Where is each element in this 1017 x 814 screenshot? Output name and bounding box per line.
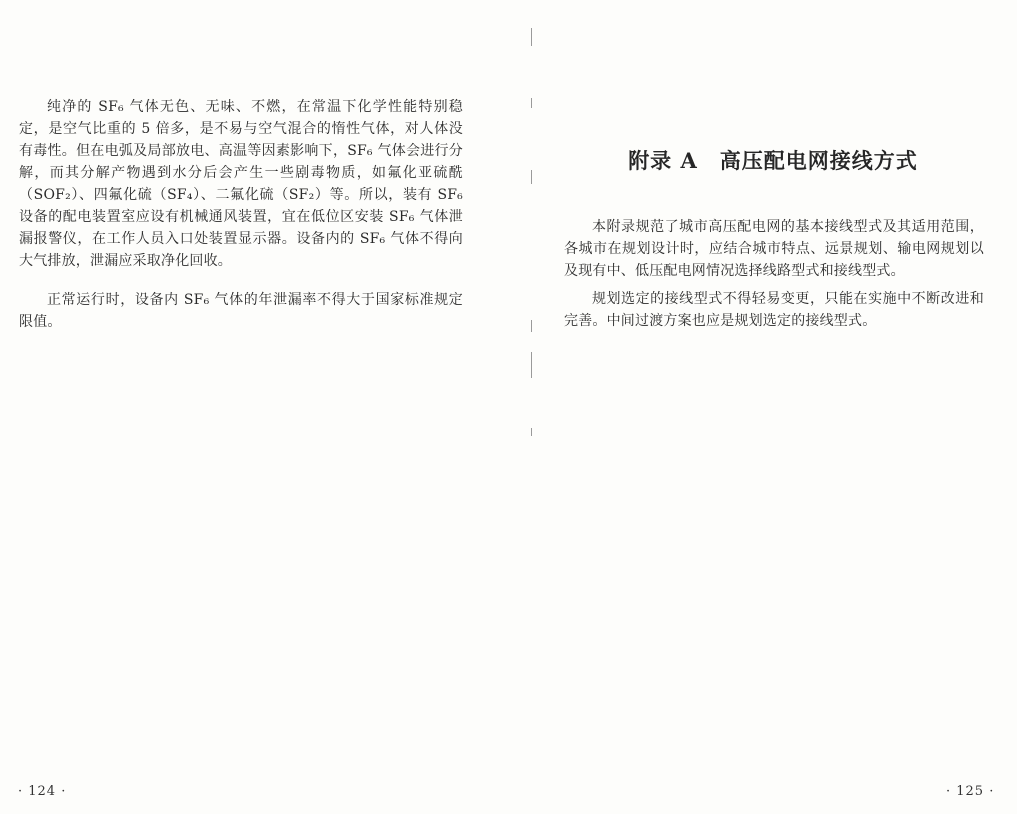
left-paragraph-2: 正常运行时，设备内 SF₆ 气体的年泄漏率不得大于国家标准规定限值。 [19, 292, 463, 330]
right-page-number: · 125 · [946, 784, 995, 799]
right-paragraph-1: 本附录规范了城市高压配电网的基本接线型式及其适用范围，各城市在规划设计时，应结合城市特点、远景规划、输电网规划以及现有中、低压配电网情况选择线路型式和接线型式。 [564, 219, 984, 279]
appendix-title: 附录 A 高压配电网接线方式 [628, 148, 918, 173]
left-page-number: · 124 · [18, 784, 67, 799]
left-paragraph-1: 纯净的 SF₆ 气体无色、无味、不燃，在常温下化学性能特别稳定，是空气比重的 5 倍多，是不易与空气混合的惰性气体，对人体没有毒性。但在电弧及局部放电、高温等因素影响下，SF₆ 气体会进行分解，而其分解产物遇到水分后会产生一些剧毒物质，如氟化亚硫酰（SOF₂）、四氟化硫（SF₄）、二氟化硫（SF₂）等。所以，装有 SF₆ 设备的配电装置室应设有机械通风装置，宜在低位区安装 SF₆ 气体泄漏报警仪，在工作人员入口处装置显示器。设备内的 SF₆ 气体不得向大气排放，泄漏应采取净化回收。 [19, 99, 463, 269]
left-page [0, 0, 508, 814]
right-paragraph-2: 规划选定的接线型式不得轻易变更，只能在实施中不断改进和完善。中间过渡方案也应是规划选定的接线型式。 [564, 291, 984, 329]
right-page [509, 0, 1017, 814]
